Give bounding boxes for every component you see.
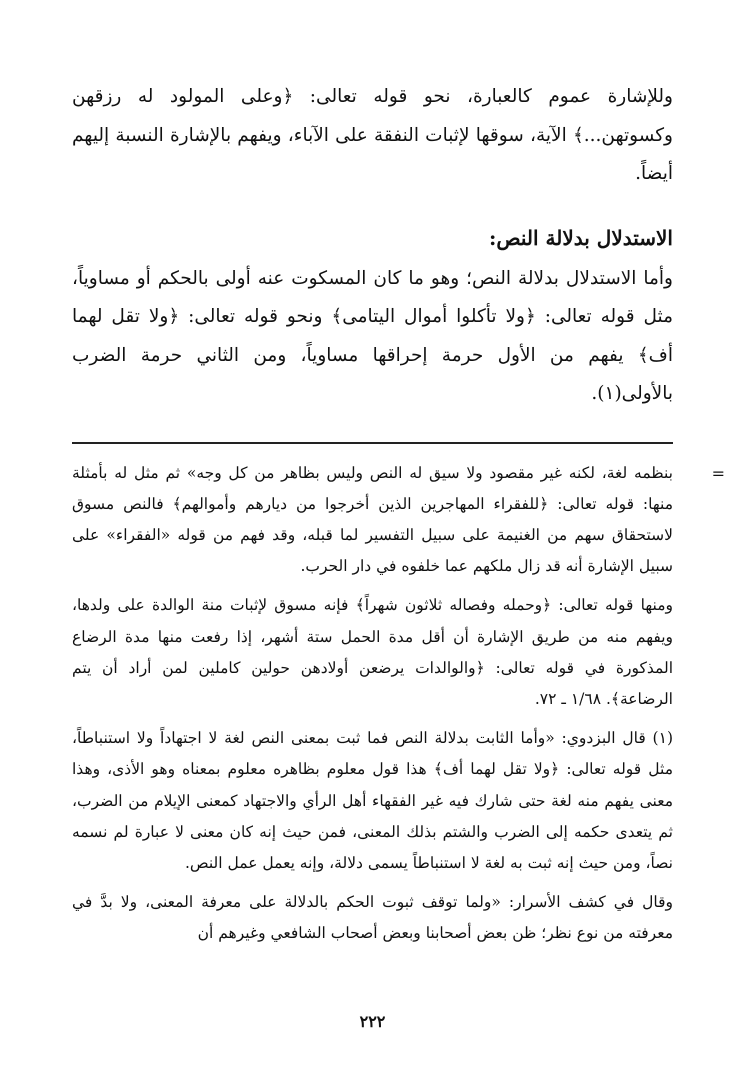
footnote-1-paragraph-1: (١) قال البزدوي: «وأما الثابت بدلالة النص فما ثبت بمعنى النص لغة لا اجتهاداً ولا استنباطاً، مثل قوله تعالى: ﴿ولا تقل لهما أف﴾ هذا قول معلوم بظاهره معلوم بمعناه وهو الأذى، وهذا معنى يفهم منه لغة حتى شارك فيه غير الفقهاء أهل الرأي والاجتهاد كمعنى الإيلام من الضرب، ثم يتعدى حكمه إلى الضرب والشتم بذلك المعنى، فمن حيث إنه كان معنى لا عبارة لم نسمه نصاً، ومن حيث إنه ثبت به لغة لا استنباطاً يسمى دلالة، وإنه يعمل عمل النص. [72, 729, 673, 872]
footnote-continuation-mark: = [711, 463, 725, 483]
footnotes-section [72, 458, 725, 950]
footnote-continued-paragraph-1: بنظمه لغة، لكنه غير مقصود ولا سيق له النص وليس بظاهر من كل وجه» ثم مثل له بأمثلة منها: قوله تعالى: ﴿للفقراء المهاجرين الذين أخرجوا من ديارهم وأموالهم﴾ فالنص مسوق لاستحقاق سهم من الغنيمة على سبيل التفسير لما قبله، وقد فهم من قوله «الفقراء» على سبيل الإشارة أنه قد زال ملكهم عما خلفوه في دار الحرب. [72, 463, 673, 576]
footnote-continued-paragraph-2: ومنها قوله تعالى: ﴿وحمله وفصاله ثلاثون شهراً﴾ فإنه مسوق لإثبات منة الوالدة على ولدها، ويفهم منه من طريق الإشارة أن أقل مدة الحمل ستة أشهر، إذا رفعت منها مدة الرضاع المذكورة في قوله تعالى: ﴿والوالدات يرضعن أولادهن حولين كاملين لمن أراد أن يتم الرضاعة﴾. ١/٦٨ ـ ٧٢. [72, 596, 673, 708]
footnote-separator [72, 442, 673, 444]
page-number: ٢٢٢ [359, 1012, 386, 1031]
footnote-1-paragraph-2: وقال في كشف الأسرار: «ولما توقف ثبوت الحكم بالدلالة على معرفة المعنى، ولا بدَّ في معرفته من نوع نظر؛ ظن بعض أصحابنا وبعض أصحاب الشافعي وغيرهم أن [72, 893, 673, 943]
section-heading: الاستدلال بدلالة النص: [489, 225, 673, 250]
body-paragraph-2: وأما الاستدلال بدلالة النص؛ وهو ما كان المسكوت عنه أولى بالحكم أو مساوياً، مثل قوله تعالى: ﴿ولا تأكلوا أموال اليتامى﴾ ونحو قوله تعالى: ﴿ولا تقل لهما أف﴾ يفهم من الأول حرمة إحراقها مساوياً، ومن الثاني حرمة الضرب بالأولى(١). [72, 267, 673, 404]
body-paragraph-1: وللإشارة عموم كالعبارة، نحو قوله تعالى: ﴿وعلى المولود له رزقهن وكسوتهن...﴾ الآية، سوقها لإثبات النفقة على الآباء، ويفهم بالإشارة النسبة إليهم أيضاً. [72, 86, 673, 184]
